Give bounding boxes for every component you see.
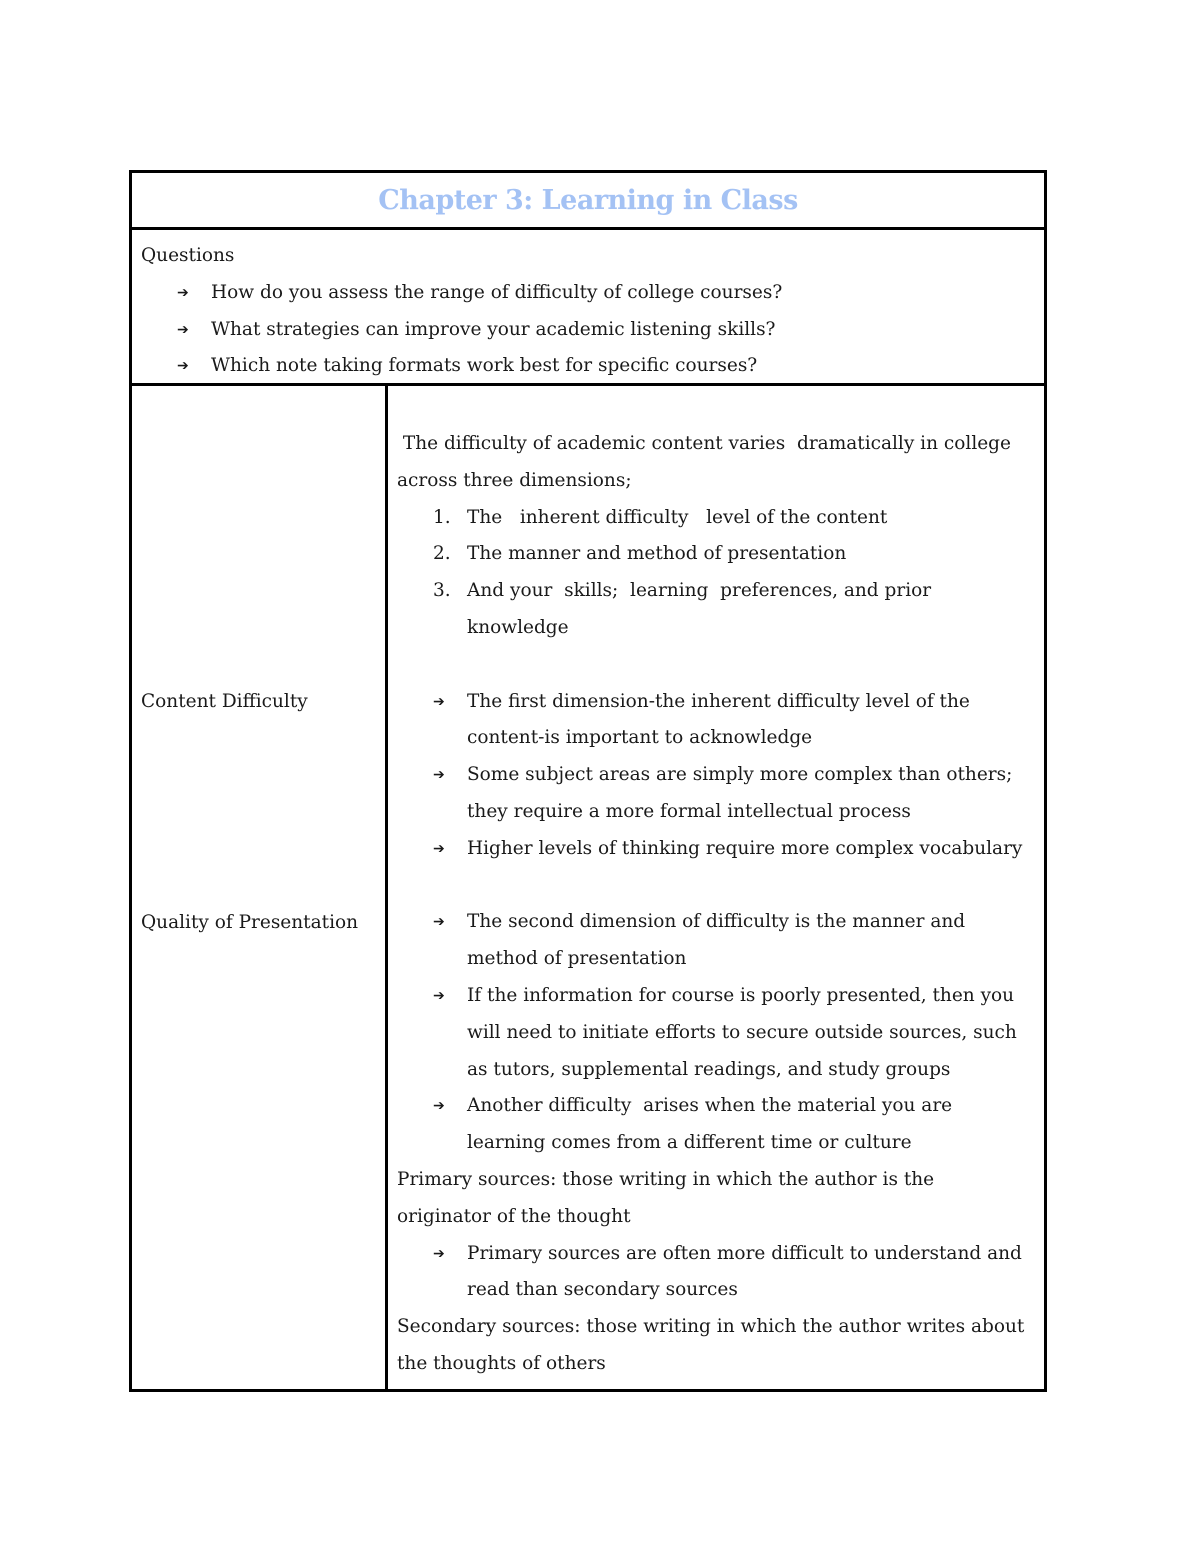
cornell-notes-table — [129, 170, 1047, 1392]
arrow-right-icon: ➔ — [433, 987, 445, 1004]
content-difficulty-bullet — [397, 757, 1036, 831]
question-item — [141, 312, 1034, 349]
page-title: Chapter 3: Learning in Class — [378, 184, 798, 216]
intro-line-2: across three dimensions; — [397, 469, 632, 491]
bullet-text: Some subject areas are simply more complex than others; they require a more formal intellectual process — [467, 764, 1013, 822]
dimension-text: The inherent difficulty level of the content — [467, 506, 888, 528]
spacer — [397, 868, 1036, 905]
dimension-item — [397, 573, 1036, 647]
dimension-item — [397, 500, 1036, 537]
dimension-text: The manner and method of presentation — [467, 543, 847, 565]
notes-body — [132, 386, 1044, 1389]
arrow-right-icon: ➔ — [177, 358, 189, 375]
presentation-bullet — [397, 1088, 1036, 1162]
arrow-right-icon: ➔ — [177, 321, 189, 338]
intro-line-1: The difficulty of academic content varies dramatically in college — [397, 433, 1011, 454]
list-number: 3. — [433, 580, 451, 602]
question-item — [141, 348, 1034, 385]
dimension-item — [397, 536, 1036, 573]
cue-content-difficulty: Content Difficulty — [141, 691, 308, 712]
bullet-text: If the information for course is poorly presented, then you will need to initiate efforts to secure outside sources, such as tutors, supplemental readings, and study groups — [467, 984, 1017, 1080]
question-text: Which note taking formats work best for specific courses? — [211, 355, 758, 377]
presentation-bullet — [397, 904, 1036, 978]
arrow-right-icon: ➔ — [433, 693, 445, 710]
arrow-right-icon: ➔ — [433, 914, 445, 931]
question-text: How do you assess the range of difficulty of college courses? — [211, 281, 783, 303]
arrow-right-icon: ➔ — [433, 1098, 445, 1115]
list-number: 2. — [433, 543, 451, 565]
cue-quality-of-presentation: Quality of Presentation — [141, 912, 359, 933]
bullet-text: The first dimension-the inherent difficulty level of the content-is important to acknowledge — [467, 690, 970, 749]
notes-column — [388, 386, 1044, 1389]
title-row — [132, 173, 1044, 230]
bullet-text: Another difficulty arises when the material you are learning comes from a different time or culture — [467, 1095, 959, 1154]
question-text: What strategies can improve your academic listening skills? — [211, 318, 776, 340]
bullet-text: The second dimension of difficulty is the manner and method of presentation — [467, 911, 966, 970]
list-number: 1. — [433, 506, 451, 528]
bullet-text: Higher levels of thinking require more complex vocabulary — [467, 837, 1023, 859]
questions-list — [141, 275, 1034, 385]
content-difficulty-bullet — [397, 831, 1036, 868]
bullet-text: Primary sources are often more difficult to understand and read than secondary sources — [467, 1242, 1022, 1301]
primary-sources-definition: Primary sources: those writing in which the author is the originator of the thought — [397, 1168, 935, 1227]
question-item — [141, 275, 1034, 312]
content-difficulty-bullet — [397, 684, 1036, 758]
primary-sources-bullet — [397, 1236, 1036, 1310]
questions-heading: Questions — [141, 245, 235, 266]
arrow-right-icon: ➔ — [177, 284, 189, 301]
presentation-bullet — [397, 978, 1036, 1088]
arrow-right-icon: ➔ — [433, 840, 445, 857]
arrow-right-icon: ➔ — [433, 767, 445, 784]
secondary-sources-definition: Secondary sources: those writing in which the author writes about the thoughts of others — [397, 1316, 1025, 1374]
dimension-text: And your skills; learning preferences, and prior knowledge — [467, 580, 937, 638]
cue-column — [132, 386, 388, 1389]
arrow-right-icon: ➔ — [433, 1245, 445, 1262]
questions-section — [132, 230, 1044, 386]
spacer — [397, 647, 1036, 684]
